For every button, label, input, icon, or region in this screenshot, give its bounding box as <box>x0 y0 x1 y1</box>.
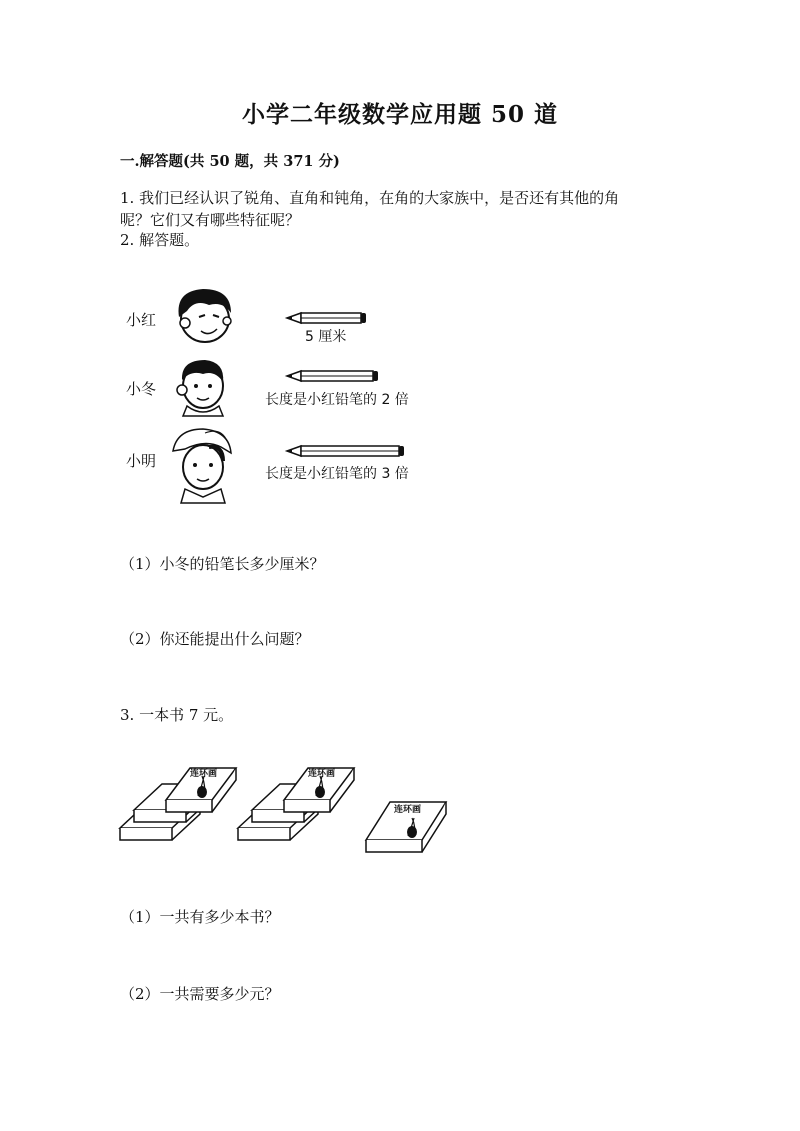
question-3-stem: 3. 一本书 7 元。 <box>120 706 234 724</box>
child-name-xiaodong: 小冬 <box>126 380 157 398</box>
boy-portrait-icon <box>165 358 240 420</box>
page-title: 小学二年级数学应用题 50 道 <box>241 101 559 128</box>
book-label-2: 连环画 <box>308 769 336 779</box>
boy-with-cap-portrait-icon <box>165 425 240 505</box>
girl-portrait-icon <box>165 285 240 347</box>
question-3-sub-1: （1）一共有多少本书？ <box>120 908 280 926</box>
pencil-icon-xiaodong <box>287 370 379 382</box>
question-1-line-2: 呢？它们又有哪些特征呢？ <box>120 211 301 229</box>
pencil-icon-xiaoming <box>287 445 405 457</box>
question-2-sub-1: （1）小冬的铅笔长多少厘米？ <box>120 555 325 573</box>
child-name-xiaoming: 小明 <box>126 452 157 470</box>
book-stack-middle <box>238 768 354 840</box>
pencil-caption-xiaoming: 长度是小红铅笔的 3 倍 <box>265 466 409 482</box>
pencil-icon-xiaohong <box>287 312 367 324</box>
question-1-line-1: 1. 我们已经认识了锐角、直角和钝角，在角的大家族中，是否还有其他的角 <box>120 189 620 207</box>
book-stack-left <box>120 768 236 840</box>
book-stacks-figure <box>118 760 458 860</box>
pencil-caption-xiaohong: 5 厘米 <box>305 329 347 345</box>
child-name-xiaohong: 小红 <box>126 311 157 329</box>
book-label-1: 连环画 <box>190 769 218 779</box>
pencil-caption-xiaodong: 长度是小红铅笔的 2 倍 <box>265 392 409 408</box>
question-1 <box>120 187 680 231</box>
book-label-3: 连环画 <box>394 805 422 815</box>
section-heading: 一.解答题(共 50 题，共 371 分) <box>120 153 340 170</box>
question-3-sub-2: （2）一共需要多少元？ <box>120 985 280 1003</box>
question-2-stem: 2. 解答题。 <box>120 231 200 249</box>
question-2-sub-2: （2）你还能提出什么问题？ <box>120 630 310 648</box>
